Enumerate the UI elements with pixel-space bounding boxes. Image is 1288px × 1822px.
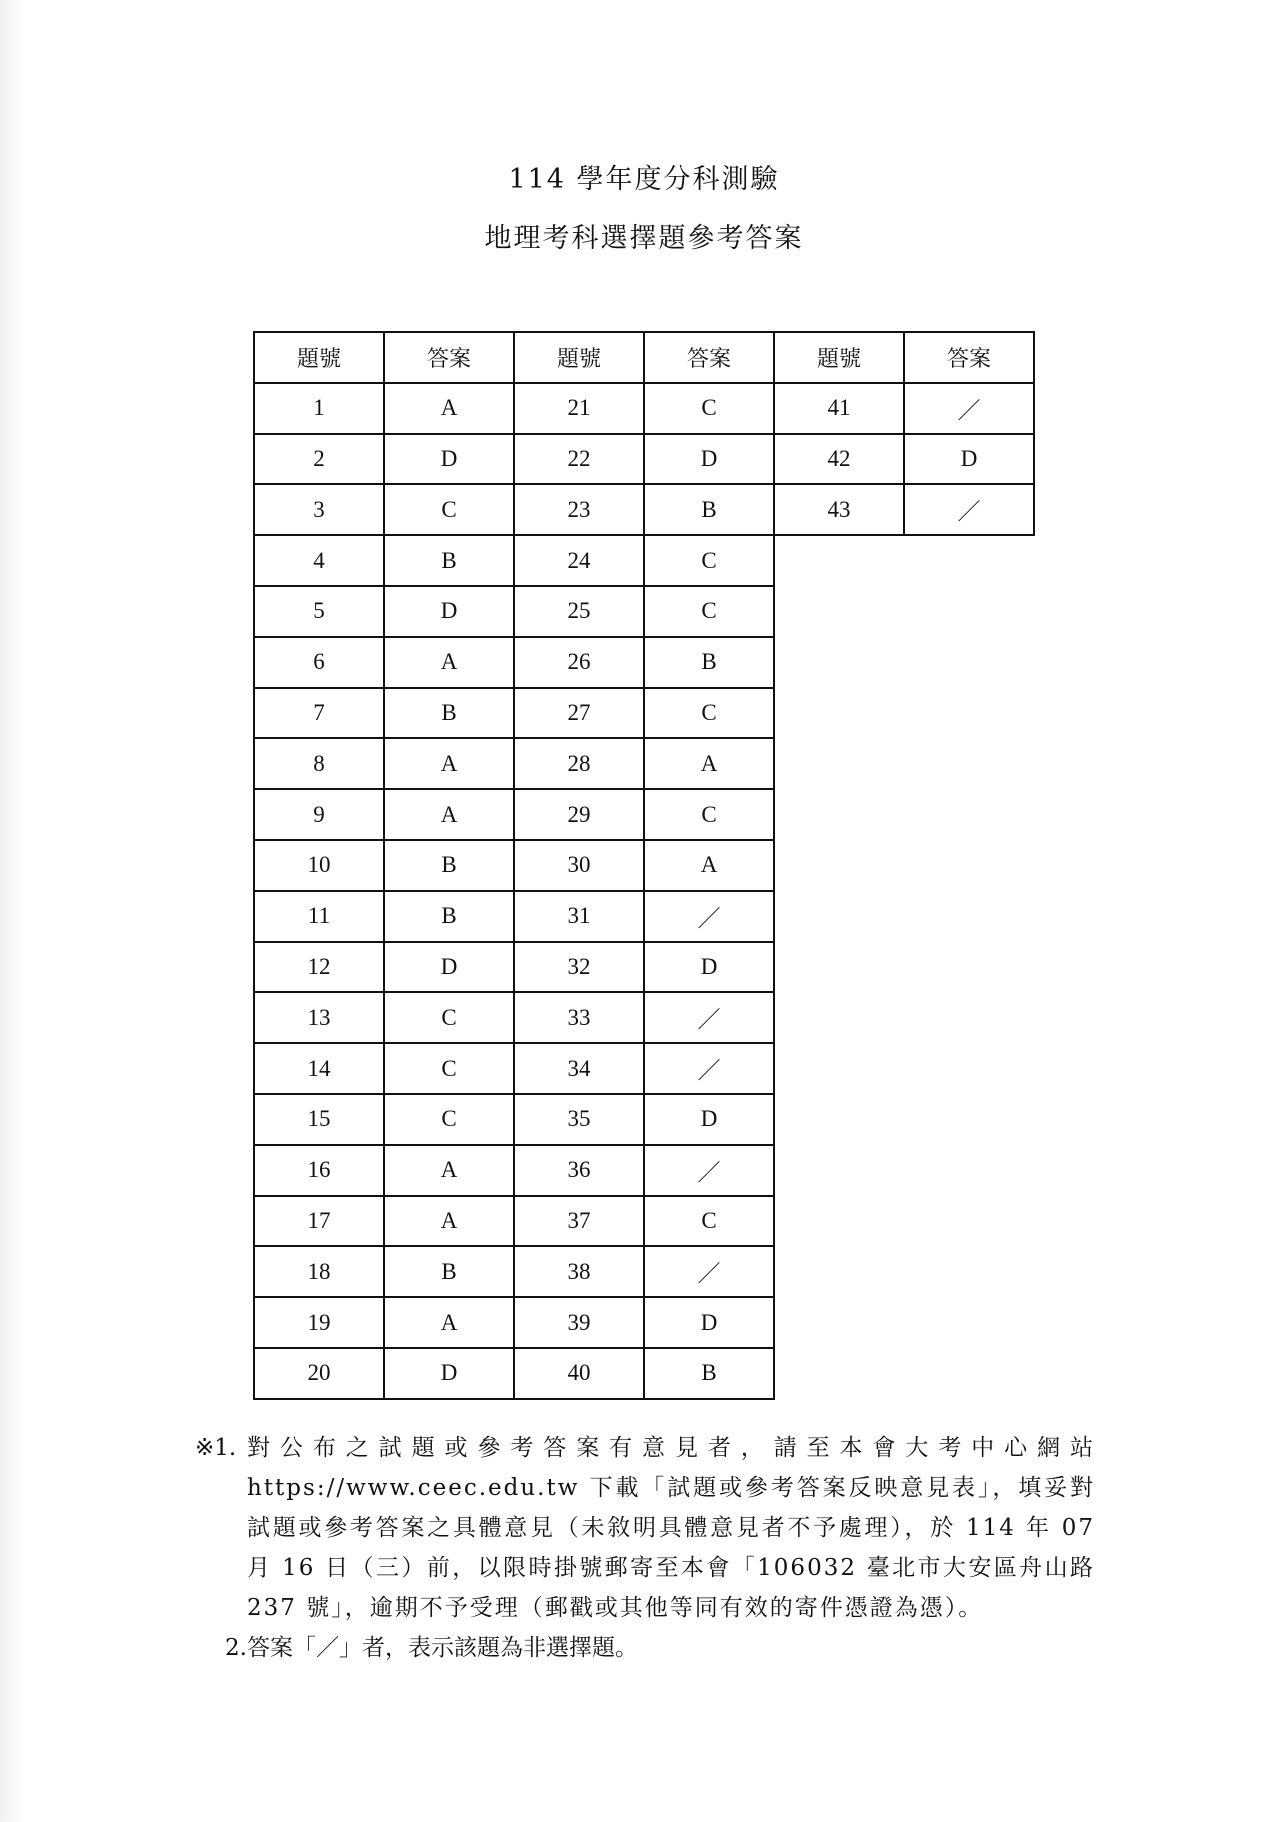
empty-cell [774,688,904,739]
table-row [254,535,1034,586]
question-number-cell: 20 [254,1348,384,1399]
answer-cell: B [384,1246,514,1297]
empty-cell [904,535,1034,586]
table-row [254,942,1034,993]
table-row [254,688,1034,739]
question-number-cell: 10 [254,840,384,891]
question-number-cell: 8 [254,738,384,789]
answer-cell: A [384,637,514,688]
empty-cell [904,789,1034,840]
answer-cell: B [384,840,514,891]
note-2-text: 答案「／」者，表示該題為非選擇題。 [247,1635,638,1661]
empty-cell [904,1094,1034,1145]
empty-cell [774,1196,904,1247]
answer-cell: B [384,535,514,586]
table-row [254,1145,1034,1196]
question-number-cell: 41 [774,383,904,434]
empty-cell [774,1145,904,1196]
header-question-number: 題號 [774,332,904,383]
answer-cell: C [644,535,774,586]
answer-cell: D [644,942,774,993]
empty-cell [904,1246,1034,1297]
answer-cell: D [644,1094,774,1145]
empty-cell [774,586,904,637]
answer-cell: B [644,484,774,535]
question-number-cell: 15 [254,1094,384,1145]
answer-cell: C [384,992,514,1043]
empty-cell [904,1348,1034,1399]
empty-cell [904,637,1034,688]
answer-cell: C [384,1094,514,1145]
question-number-cell: 29 [514,789,644,840]
question-number-cell: 17 [254,1196,384,1247]
table-row [254,434,1034,485]
answer-cell: C [644,688,774,739]
answer-cell: C [644,1196,774,1247]
question-number-cell: 16 [254,1145,384,1196]
question-number-cell: 36 [514,1145,644,1196]
note-1-text: 對公布之試題或參考答案有意見者，請至本會大考中心網站 https://www.ceec.edu.tw 下載「試題或參考答案反映意見表」，填妥對試題或參考答案之具體意見（未敘明具體意見者不予處理），於 114 年 07 月 16 日（三）前，以限時掛號郵寄至本會「106032 臺北市大安區舟山路 237 號」，逾期不予受理（郵戳或其他等同有效的寄件憑證為憑）。 [247,1435,1095,1621]
empty-cell [904,992,1034,1043]
answer-cell: A [384,789,514,840]
empty-cell [904,688,1034,739]
empty-cell [774,891,904,942]
answer-cell: D [384,942,514,993]
answer-cell: D [384,1348,514,1399]
answer-cell: A [384,738,514,789]
question-number-cell: 38 [514,1246,644,1297]
question-number-cell: 30 [514,840,644,891]
table-row [254,1297,1034,1348]
question-number-cell: 39 [514,1297,644,1348]
empty-cell [774,1297,904,1348]
question-number-cell: 33 [514,992,644,1043]
question-number-cell: 14 [254,1043,384,1094]
document-title: 114 學年度分科測驗 [508,164,780,195]
table-row [254,1348,1034,1399]
table-row [254,484,1034,535]
note-2 [195,1628,1095,1668]
question-number-cell: 42 [774,434,904,485]
question-number-cell: 11 [254,891,384,942]
document-subtitle: 地理考科選擇題參考答案 [484,223,804,254]
question-number-cell: 35 [514,1094,644,1145]
question-number-cell: 26 [514,637,644,688]
empty-cell [774,992,904,1043]
empty-cell [904,738,1034,789]
empty-cell [904,891,1034,942]
answer-cell: C [384,1043,514,1094]
table-row [254,586,1034,637]
question-number-cell: 3 [254,484,384,535]
question-number-cell: 43 [774,484,904,535]
empty-cell [904,840,1034,891]
header-question-number: 題號 [514,332,644,383]
question-number-cell: 12 [254,942,384,993]
question-number-cell: 13 [254,992,384,1043]
question-number-cell: 6 [254,637,384,688]
question-number-cell: 25 [514,586,644,637]
table-row [254,383,1034,434]
question-number-cell: 4 [254,535,384,586]
answer-cell: C [644,789,774,840]
answer-cell: ／ [904,383,1034,434]
answer-cell: C [384,484,514,535]
table-row [254,840,1034,891]
table-row [254,1094,1034,1145]
table-row [254,738,1034,789]
answer-table [253,331,1035,1400]
question-number-cell: 37 [514,1196,644,1247]
question-number-cell: 7 [254,688,384,739]
answer-cell: D [904,434,1034,485]
answer-cell: C [644,383,774,434]
empty-cell [774,840,904,891]
table-row [254,1196,1034,1247]
table-header-row [254,332,1034,383]
answer-cell: A [384,1297,514,1348]
note-1-marker: ※1. [195,1435,237,1461]
note-2-marker: 2. [225,1635,247,1661]
empty-cell [774,789,904,840]
answer-cell: ／ [904,484,1034,535]
answer-cell: B [384,688,514,739]
header-question-number: 題號 [254,332,384,383]
empty-cell [774,1246,904,1297]
answer-cell: D [644,434,774,485]
answer-cell: B [644,1348,774,1399]
question-number-cell: 31 [514,891,644,942]
answer-cell: A [644,738,774,789]
page-edge-shadow [0,0,26,1822]
answer-cell: B [384,891,514,942]
empty-cell [774,738,904,789]
answer-cell: B [644,637,774,688]
empty-cell [904,1196,1034,1247]
notes-section [195,1428,1095,1668]
answer-cell: A [384,1196,514,1247]
question-number-cell: 40 [514,1348,644,1399]
question-number-cell: 22 [514,434,644,485]
empty-cell [904,1043,1034,1094]
empty-cell [774,942,904,993]
question-number-cell: 21 [514,383,644,434]
empty-cell [904,586,1034,637]
answer-cell: A [384,1145,514,1196]
answer-cell: ／ [644,992,774,1043]
question-number-cell: 2 [254,434,384,485]
table-row [254,891,1034,942]
table-row [254,637,1034,688]
empty-cell [774,1094,904,1145]
header-answer: 答案 [904,332,1034,383]
question-number-cell: 28 [514,738,644,789]
question-number-cell: 1 [254,383,384,434]
empty-cell [904,942,1034,993]
table-row [254,789,1034,840]
answer-cell: ／ [644,1145,774,1196]
question-number-cell: 27 [514,688,644,739]
question-number-cell: 23 [514,484,644,535]
answer-cell: A [644,840,774,891]
question-number-cell: 19 [254,1297,384,1348]
note-1 [195,1428,1095,1628]
answer-cell: D [384,434,514,485]
empty-cell [774,1348,904,1399]
empty-cell [774,637,904,688]
question-number-cell: 32 [514,942,644,993]
question-number-cell: 5 [254,586,384,637]
table-row [254,1043,1034,1094]
answer-cell: ／ [644,1043,774,1094]
question-number-cell: 24 [514,535,644,586]
question-number-cell: 34 [514,1043,644,1094]
header-answer: 答案 [644,332,774,383]
answer-cell: D [384,586,514,637]
answer-cell: ／ [644,891,774,942]
empty-cell [904,1297,1034,1348]
question-number-cell: 18 [254,1246,384,1297]
answer-table-body [254,332,1034,1399]
answer-cell: D [644,1297,774,1348]
answer-cell: A [384,383,514,434]
table-row [254,992,1034,1043]
empty-cell [904,1145,1034,1196]
question-number-cell: 9 [254,789,384,840]
table-row [254,1246,1034,1297]
empty-cell [774,1043,904,1094]
header-answer: 答案 [384,332,514,383]
answer-cell: ／ [644,1246,774,1297]
answer-cell: C [644,586,774,637]
empty-cell [774,535,904,586]
